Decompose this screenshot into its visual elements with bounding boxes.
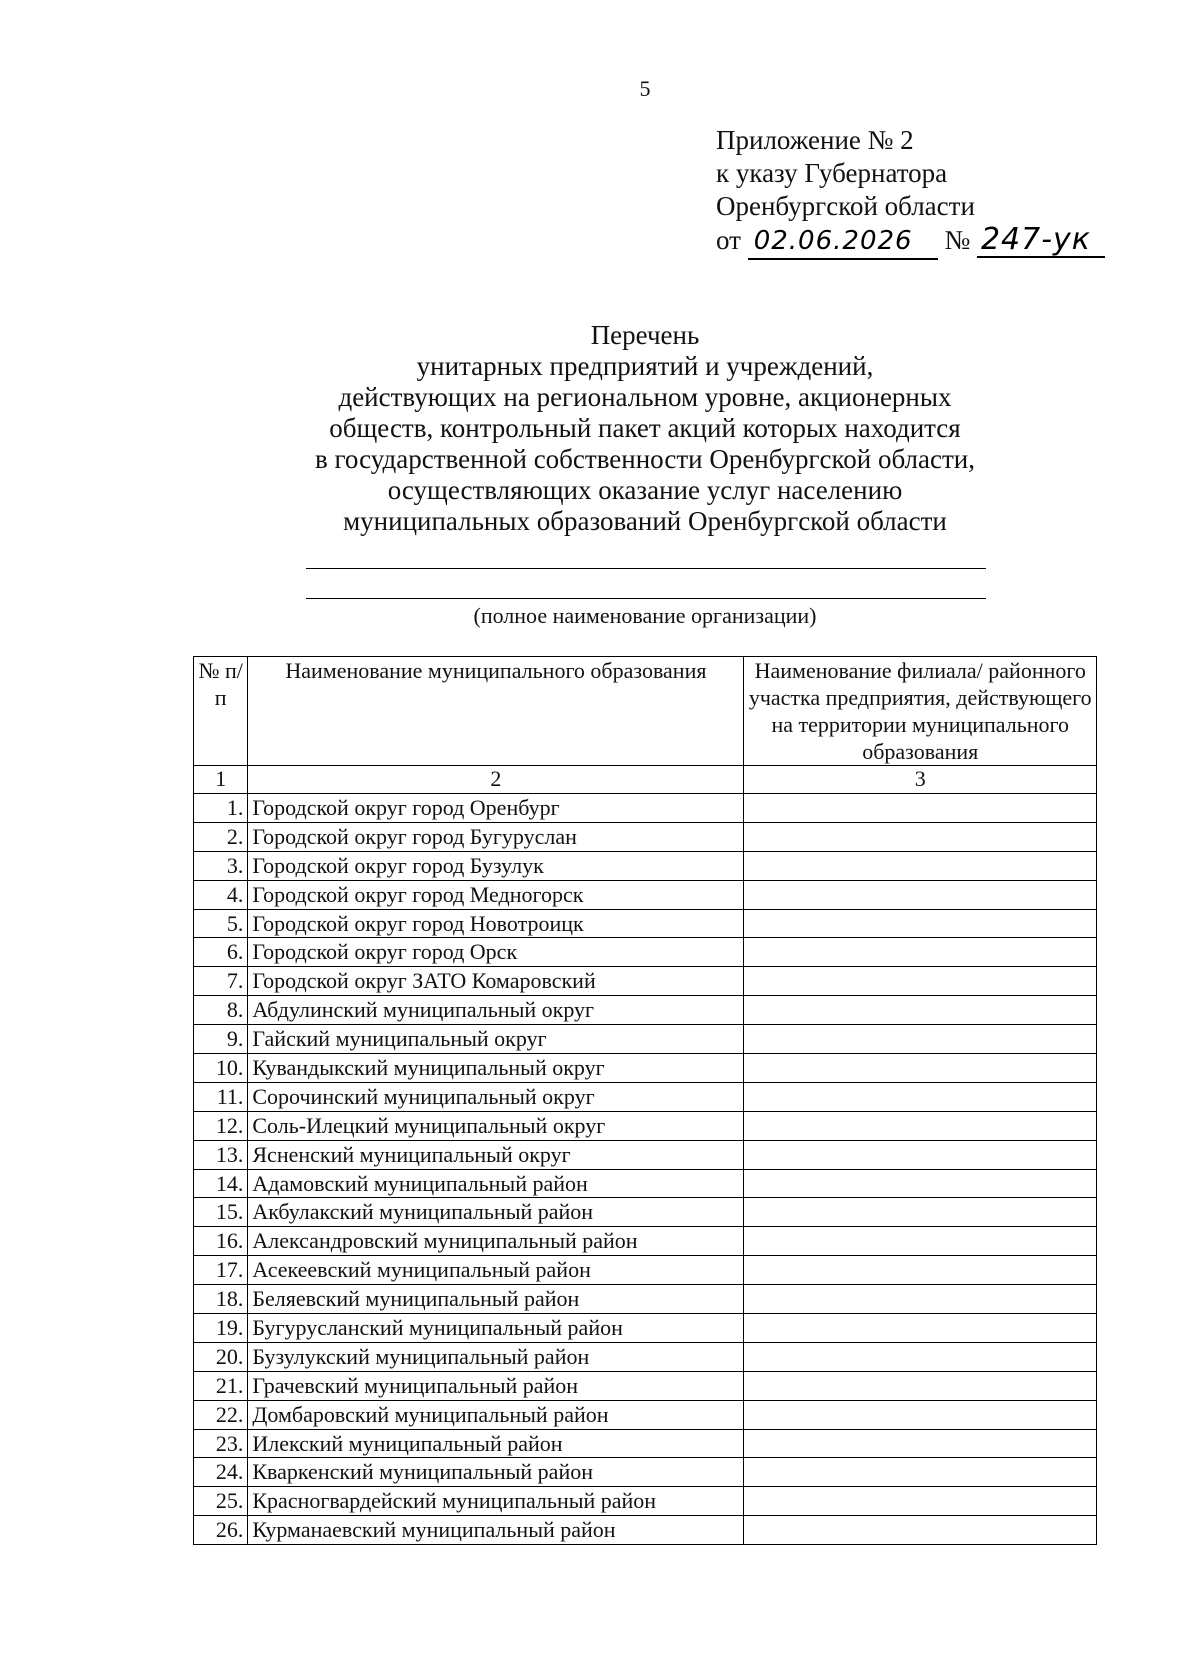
row-number: 4.	[194, 880, 248, 909]
municipality-name: Красногвардейский муниципальный район	[248, 1487, 744, 1516]
row-number: 14.	[194, 1169, 248, 1198]
branch-name-cell	[744, 1227, 1097, 1256]
table-row	[194, 1285, 1097, 1314]
municipality-name: Курманаевский муниципальный район	[248, 1516, 744, 1545]
appendix-date-number-row	[716, 223, 1105, 260]
municipality-name: Городской округ город Орск	[248, 938, 744, 967]
branch-name-cell	[744, 967, 1097, 996]
row-number: 9.	[194, 1025, 248, 1054]
row-number: 17.	[194, 1256, 248, 1285]
document-title	[0, 320, 1200, 537]
municipality-name: Ясненский муниципальный округ	[248, 1140, 744, 1169]
row-number: 8.	[194, 996, 248, 1025]
municipality-name: Кваркенский муниципальный район	[248, 1458, 744, 1487]
municipality-name: Гайский муниципальный округ	[248, 1025, 744, 1054]
municipality-name: Акбулакский муниципальный район	[248, 1198, 744, 1227]
column-index: 3	[744, 766, 1097, 794]
table-row	[194, 880, 1097, 909]
municipality-name: Городской округ город Бугуруслан	[248, 822, 744, 851]
table-row	[194, 1487, 1097, 1516]
title-line: действующих на региональном уровне, акционерных	[338, 382, 952, 412]
branch-name-cell	[744, 938, 1097, 967]
table-row	[194, 1198, 1097, 1227]
table-row	[194, 1256, 1097, 1285]
org-name-blank-line-1	[306, 568, 986, 569]
table-row	[194, 996, 1097, 1025]
table-row	[194, 794, 1097, 823]
municipality-name: Илекский муниципальный район	[248, 1429, 744, 1458]
municipality-name: Абдулинский муниципальный округ	[248, 996, 744, 1025]
row-number: 16.	[194, 1227, 248, 1256]
branch-name-cell	[744, 1458, 1097, 1487]
header-num: № п/п	[194, 657, 248, 766]
header-branch: Наименование филиала/ районного участка предприятия, действующего на территории муниципального образования	[744, 657, 1097, 766]
table-row	[194, 1458, 1097, 1487]
table-row	[194, 1054, 1097, 1083]
table-row	[194, 909, 1097, 938]
row-number: 20.	[194, 1342, 248, 1371]
municipality-name: Городской округ город Медногорск	[248, 880, 744, 909]
table-row	[194, 1082, 1097, 1111]
branch-name-cell	[744, 1054, 1097, 1083]
row-number: 7.	[194, 967, 248, 996]
branch-name-cell	[744, 909, 1097, 938]
table-row	[194, 822, 1097, 851]
municipality-name: Бузулукский муниципальный район	[248, 1342, 744, 1371]
table-row	[194, 938, 1097, 967]
row-number: 24.	[194, 1458, 248, 1487]
municipality-name: Городской округ город Новотроицк	[248, 909, 744, 938]
municipalities-table	[193, 656, 1097, 1545]
row-number: 1.	[194, 794, 248, 823]
municipality-name: Александровский муниципальный район	[248, 1227, 744, 1256]
title-line: в государственной собственности Оренбургской области,	[315, 444, 975, 474]
row-number: 5.	[194, 909, 248, 938]
branch-name-cell	[744, 1140, 1097, 1169]
branch-name-cell	[744, 1314, 1097, 1343]
row-number: 2.	[194, 822, 248, 851]
branch-name-cell	[744, 851, 1097, 880]
org-name-blank-line-2	[306, 598, 986, 599]
table-row	[194, 967, 1097, 996]
header-municipality: Наименование муниципального образования	[248, 657, 744, 766]
branch-name-cell	[744, 1516, 1097, 1545]
branch-name-cell	[744, 880, 1097, 909]
municipality-name: Грачевский муниципальный район	[248, 1371, 744, 1400]
municipality-name: Сорочинский муниципальный округ	[248, 1082, 744, 1111]
table-row	[194, 1371, 1097, 1400]
municipality-name: Городской округ город Бузулук	[248, 851, 744, 880]
municipality-name: Бугурусланский муниципальный район	[248, 1314, 744, 1343]
number-label: №	[944, 225, 971, 255]
column-index-row	[194, 766, 1097, 794]
municipality-name: Асекеевский муниципальный район	[248, 1256, 744, 1285]
table-row	[194, 1227, 1097, 1256]
municipality-name: Городской округ ЗАТО Комаровский	[248, 967, 744, 996]
municipality-name: Соль-Илецкий муниципальный округ	[248, 1111, 744, 1140]
municipality-name: Городской округ город Оренбург	[248, 794, 744, 823]
table-row	[194, 1429, 1097, 1458]
table-row	[194, 1140, 1097, 1169]
row-number: 19.	[194, 1314, 248, 1343]
org-name-caption: (полное наименование организации)	[473, 603, 817, 628]
branch-name-cell	[744, 1198, 1097, 1227]
branch-name-cell	[744, 1400, 1097, 1429]
appendix-title: Приложение № 2	[716, 125, 914, 155]
from-label: от	[716, 225, 741, 255]
municipality-name: Адамовский муниципальный район	[248, 1169, 744, 1198]
appendix-region-line: Оренбургской области	[716, 191, 975, 221]
row-number: 23.	[194, 1429, 248, 1458]
municipality-name: Беляевский муниципальный район	[248, 1285, 744, 1314]
branch-name-cell	[744, 1256, 1097, 1285]
row-number: 26.	[194, 1516, 248, 1545]
title-line: обществ, контрольный пакет акций которых находится	[329, 413, 961, 443]
branch-name-cell	[744, 1285, 1097, 1314]
appendix-block	[716, 124, 1105, 260]
title-line: Перечень	[590, 320, 700, 350]
row-number: 21.	[194, 1371, 248, 1400]
branch-name-cell	[744, 822, 1097, 851]
title-line: осуществляющих оказание услуг населению	[387, 475, 903, 505]
branch-name-cell	[744, 794, 1097, 823]
table-row	[194, 1111, 1097, 1140]
branch-name-cell	[744, 1082, 1097, 1111]
table-row	[194, 1342, 1097, 1371]
row-number: 3.	[194, 851, 248, 880]
table-row	[194, 1169, 1097, 1198]
branch-name-cell	[744, 1487, 1097, 1516]
branch-name-cell	[744, 1342, 1097, 1371]
title-line: унитарных предприятий и учреждений,	[416, 351, 874, 381]
appendix-decree-line: к указу Губернатора	[716, 158, 948, 188]
row-number: 25.	[194, 1487, 248, 1516]
row-number: 18.	[194, 1285, 248, 1314]
title-line: муниципальных образований Оренбургской области	[343, 506, 947, 536]
column-index: 1	[194, 766, 248, 794]
municipality-name: Домбаровский муниципальный район	[248, 1400, 744, 1429]
branch-name-cell	[744, 1169, 1097, 1198]
row-number: 13.	[194, 1140, 248, 1169]
column-index: 2	[248, 766, 744, 794]
row-number: 10.	[194, 1054, 248, 1083]
page-number: 5	[639, 76, 651, 101]
table-row	[194, 1025, 1097, 1054]
table-row	[194, 851, 1097, 880]
table-row	[194, 1516, 1097, 1545]
row-number: 15.	[194, 1198, 248, 1227]
handwritten-date: 02.06.2026	[748, 225, 938, 260]
row-number: 22.	[194, 1400, 248, 1429]
row-number: 12.	[194, 1111, 248, 1140]
branch-name-cell	[744, 1371, 1097, 1400]
branch-name-cell	[744, 1111, 1097, 1140]
row-number: 11.	[194, 1082, 248, 1111]
branch-name-cell	[744, 1025, 1097, 1054]
branch-name-cell	[744, 996, 1097, 1025]
handwritten-number: 247-ук	[977, 223, 1105, 258]
table-header-row	[194, 657, 1097, 766]
table-row	[194, 1314, 1097, 1343]
row-number: 6.	[194, 938, 248, 967]
municipality-name: Кувандыкский муниципальный округ	[248, 1054, 744, 1083]
branch-name-cell	[744, 1429, 1097, 1458]
table-row	[194, 1400, 1097, 1429]
